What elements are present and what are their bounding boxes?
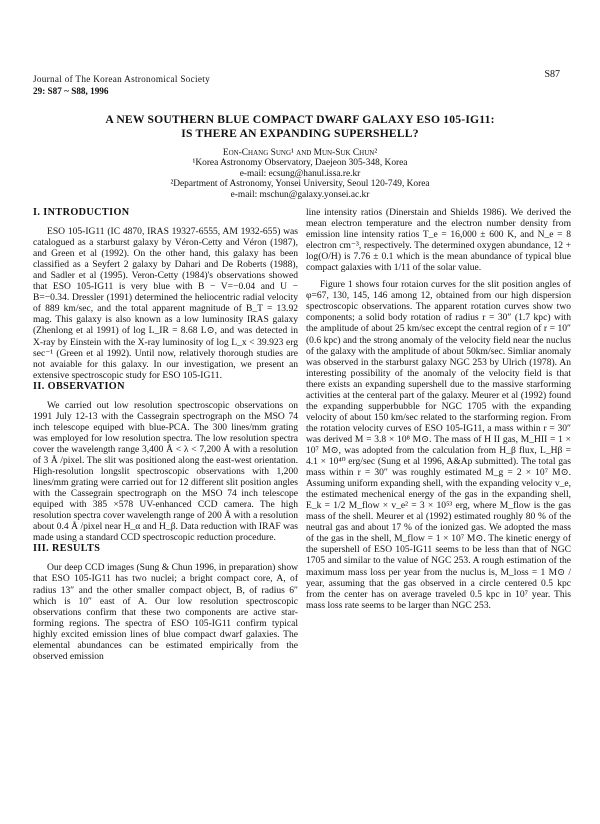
email-1: e-mail: ecsung@hanul.issa.re.kr (239, 168, 361, 179)
results-paragraph: Our deep CCD images (Sung & Chun 1996, in preparation) show that ESO 105-IG11 has two nuclei; a bright compact core, A, of radius 13″ and the other smaller compact object, B, of radius 6″ which is 10″ east of A. Our low resolution spectroscopic observations confirm that these two components are active star-forming regions. The spectra of ESO 105-IG11 confirm typical highly excited emission lines of blue compact dwarf galaxies. The elemental abundances can be estimated empirically from the observed emission (33, 562, 298, 662)
observation-heading: II. OBSERVATION (33, 380, 125, 392)
journal-header (33, 73, 210, 97)
page-number: S87 (544, 69, 560, 80)
title-line-2: IS THERE AN EXPANDING SUPERSHELL? (181, 126, 419, 140)
intro-paragraph: ESO 105-IG11 (IC 4870, IRAS 19327-6555, AM 1932-655) was catalogued as a starburst galaxy by Véron-Cetty and Véron (1987), and Green et al (1992). On the other hand, this galaxy has been classified as a Seyfert 2 galaxy by Dahari and De Roberts (1988), and Sadler et al (1995). Veron-Cetty (1984)'s observations showed that ESO 105-IG11 is very blue with B − V=−0.04 and U − B=−0.34. Dressler (1991) determined the heliocentric radial velocity of 889 km/sec, and the total apparent magnitude of B_T = 13.92 mag. This galaxy is also known as a low luminosity IRAS galaxy (Zhenlong et al 1991) of log L_IR = 8.68 L⊙, and was detected in X-ray by Einstein with the X-ray luminosity of log L_x < 39.923 erg sec⁻¹ (Green et al 1992). Until now, relatively thorough studies are not avaiable for this galaxy. In our investigation, we present an extensive spectroscopic study for ESO 105-IG11. (33, 226, 298, 381)
rotation-curve-paragraph: Figure 1 shows four rotaion curves for the slit position angles of φ=67, 130, 145, 146 among 12, obtained from our high dispersion spectroscopic observations. The apparent rotation curves show two components; a solid body rotation of radius r = 30″ (1.7 kpc) with the amplitude of about 25 km/sec except the central region of r = 10″ (0.6 kpc) and the strong anomaly of the velocity field near the nuclus of the galaxy with the amplitude of about 50km/sec. Simliar anomaly was observed in the starburst galaxy NGC 253 by Ulrich (1978). An interesting possibility of the anomaly of the velocity field is that there exists an expanding supershell due to the massive starforming activities at the centeral part of the galaxy. Meurer et al (1992) found the expanding supperbubble for NGC 1705 with the expanding velocity of about 150 km/sec related to the starforming region. From the rotation velocity curves of ESO 105-IG11, a mass within r = 30″ was derived M = 3.8 × 10⁸ M⊙. The mass of H II gas, M_HII = 1 × 10⁷ M⊙, was adopted from the calculation from H_β flux, L_Hβ = 4.1 × 10⁴⁰ erg/sec (Sung et al 1996, A&Ap submitted). The total gas mass within r = 30″ was roughly estimated M_g = 2 × 10⁷ M⊙. Assuming uniform expanding shell, with the expanding velocity v_e, the estimated mechenical energy of the gas in the expanding shell, E_k = 1/2 M_flow × v_e² = 3 × 10⁵³ erg, where M_flow is the gas mass of the shell. Meurer et al (1992) estimated roughly 80 % of the neutral gas and about 17 % of the ionized gas. We adopted the mass of the gas in the shell, M_flow = 1 × 10⁷ M⊙. The kinetic energy of the supershell of ESO 105-IG11 seems to be less than that of NGC 1705 and similar to the value of NGC 253. A rough estimation of the maximum mass loss per year from the nuclus is, M_loss = 1 M⊙ / year, assuming that the gas observed in a circle centered 0.5 kpc from the center has on average traveled 0.5 kpc in 10⁷ year. This mass loss rate seems to be larger than NGC 253. (306, 279, 571, 611)
results-continued-paragraph: line intensity ratios (Dinerstain and Shields 1986). We derived the mean electron temperature and the electron number density from emission line intensity ratios T_e = 16,000 ± 600 K, and N_e = 8 electron cm⁻³, respectively. The determined oxygen abundance, 12 + log(O/H) is 7.76 ± 0.1 which is the mean abundance of typical blue compact galaxies with 1/11 of the solar value. (306, 207, 571, 274)
affiliation-1: ¹Korea Astronomy Observatory, Daejeon 305-348, Korea (192, 158, 408, 169)
author-names: Eon-Chang Sung¹ and Mun-Suk Chun² (222, 148, 378, 158)
results-heading: III. RESULTS (33, 543, 101, 555)
observation-paragraph: We carried out low resolution spectroscopic observations on 1991 July 12-13 with the Cassegrain spectrograph on the MSO 74 inch telescope equiped with blue-PCA. The 300 lines/mm grating was employed for low resolution spectra. The low resolution spectra cover the wavelength range 3,400 Å < λ < 7,200 Å with a resolution of 3 Å /pixel. The slit was positioned along the east-west orientation. High-resolution longslit spectroscopic observations with 1,200 lines/mm grating were carried out for 12 different slit position angles with the Cassegrain spectrograph on the MSO 74 inch telescope equiped with 385 ×578 UV-enhanced CCD camera. The high resolution spectra cover wavelength range of 200 Å with a resolution about 0.4 Å /pixel near H_α and H_β. Data reduction with IRAF was made using a standard CCD spectroscopic reduction procedure. (33, 399, 298, 544)
right-column (306, 207, 571, 611)
title-line-1: A NEW SOUTHERN BLUE COMPACT DWARF GALAXY ESO 105-IG11: (105, 113, 495, 126)
affiliation-2: ²Department of Astronomy, Yonsei University, Seoul 120-749, Korea (170, 179, 430, 190)
paper-title (30, 113, 570, 140)
email-2: e-mail: mschun@galaxy.yonsei.ac.kr (230, 189, 370, 200)
author-block (30, 148, 570, 200)
intro-heading: I. INTRODUCTION (33, 207, 130, 218)
journal-name: Journal of The Korean Astronomical Society (33, 74, 211, 84)
journal-citation: 29: S87 ~ S88, 1996 (33, 86, 109, 96)
left-column (33, 207, 298, 662)
